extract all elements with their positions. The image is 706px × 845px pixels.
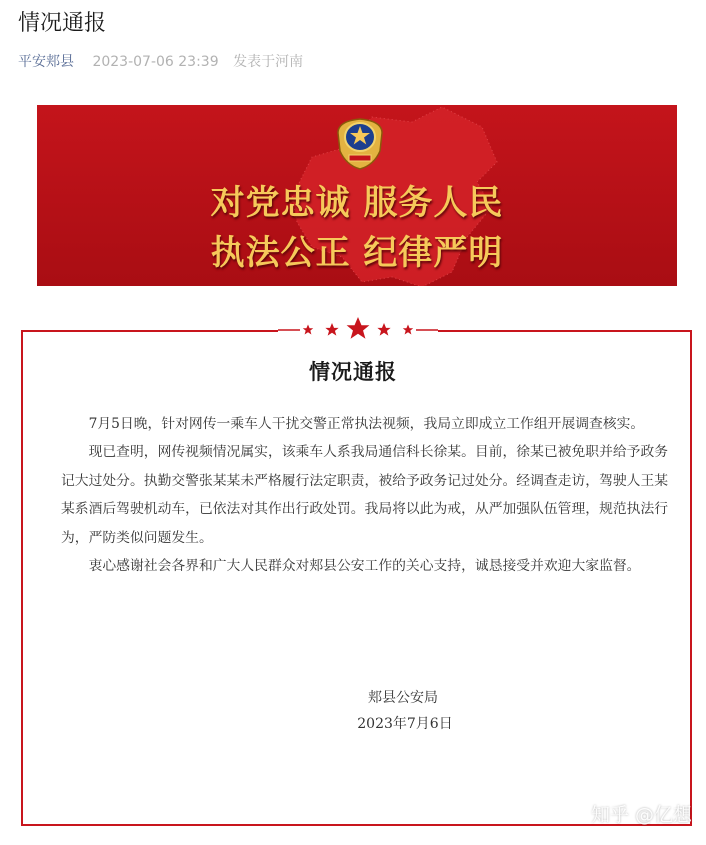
notice-title: 情况通报 <box>309 359 397 384</box>
account-name-link[interactable]: 平安郏县 <box>18 54 74 70</box>
notice-body <box>61 410 681 580</box>
banner-slogan-line2: 执法公正 纪律严明 <box>210 233 504 273</box>
publish-date: 2023-07-06 23:39 <box>92 54 219 70</box>
notice-paragraph: 现已查明，网传视频情况属实，该乘车人系我局通信科长徐某。目前，徐某已被免职并给予政务记大过处分。执勤交警张某某未严格履行法定职责，被给予政务记过处分。经调查走访，驾驶人王某某系酒后驾驶机动车，已依法对其作出行政处罚。我局将以此为戒，从严加强队伍管理，规范执法行为，严防类似问题发生。 <box>61 444 669 546</box>
police-emblem-icon <box>334 115 386 171</box>
banner-image <box>37 105 677 286</box>
signature-organization: 郏县公安局 <box>368 690 438 706</box>
zhihu-watermark: 知乎 @亿想 <box>590 804 692 826</box>
notice-paragraph: 7月5日晚，针对网传一乘车人干扰交警正常执法视频，我局立即成立工作组开展调查核实。 <box>88 416 645 432</box>
stars-decoration-icon <box>278 315 438 343</box>
signature-date: 2023年7月6日 <box>357 716 453 732</box>
publish-location: 发表于河南 <box>233 54 304 70</box>
banner-slogan-line1: 对党忠诚 服务人民 <box>210 183 504 223</box>
article-title: 情况通报 <box>18 11 107 36</box>
article-meta <box>18 52 303 72</box>
notice-paragraph: 衷心感谢社会各界和广大人民群众对郏县公安工作的关心支持，诚恳接受并欢迎大家监督。 <box>88 558 641 575</box>
